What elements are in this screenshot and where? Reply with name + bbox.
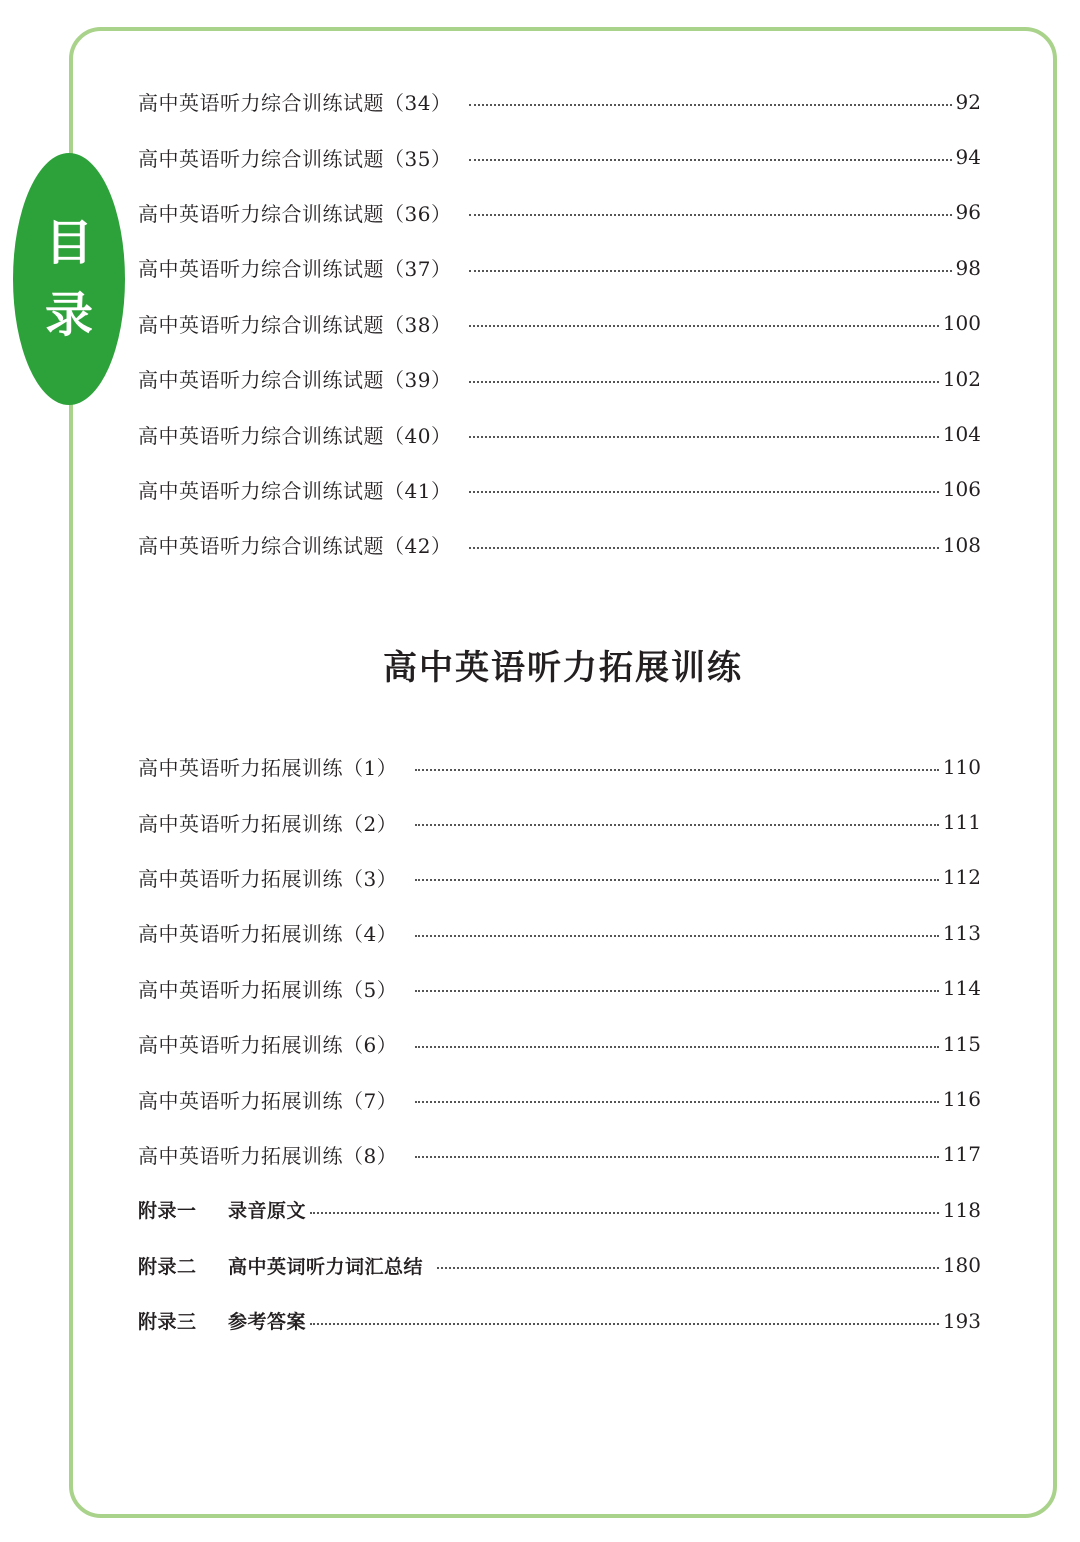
toc-entry-label: 高中英语听力综合训练试题（41） <box>138 478 452 503</box>
dot-leader <box>415 935 939 937</box>
toc-entry-label: 高中英语听力拓展训练（8） <box>138 1143 398 1168</box>
toc-list-comprehensive <box>138 74 981 573</box>
appendix-entry[interactable] <box>138 1293 981 1348</box>
toc-entry[interactable] <box>138 296 981 351</box>
toc-list-extension <box>138 739 981 1348</box>
toc-entry-page: 98 <box>955 255 981 280</box>
contents-side-tab <box>13 153 125 405</box>
toc-entry-label: 高中英语听力综合训练试题（36） <box>138 201 452 226</box>
appendix-number: 附录一 <box>138 1200 197 1223</box>
toc-entry-label: 高中英语听力综合训练试题（38） <box>138 312 452 337</box>
appendix-entry-label <box>138 1196 306 1223</box>
dot-leader <box>437 1267 939 1269</box>
side-tab-char-2: 录 <box>44 287 93 343</box>
toc-entry-label: 高中英语听力综合训练试题（40） <box>138 423 452 448</box>
toc-entry-page: 94 <box>955 145 981 170</box>
appendix-title: 参考答案 <box>228 1311 307 1334</box>
toc-entry-label: 高中英语听力拓展训练（2） <box>138 811 398 836</box>
toc-entry-page: 180 <box>942 1253 981 1278</box>
dot-leader <box>469 381 938 383</box>
appendix-entry[interactable] <box>138 1182 981 1237</box>
toc-entry-page: 193 <box>942 1308 981 1333</box>
dot-leader <box>469 547 938 549</box>
toc-entry-page: 114 <box>942 976 981 1001</box>
toc-entry-page: 118 <box>942 1197 981 1222</box>
toc-entry[interactable] <box>138 961 981 1016</box>
toc-entry-label: 高中英语听力拓展训练（7） <box>138 1088 398 1113</box>
toc-entry[interactable] <box>138 185 981 240</box>
dot-leader <box>469 214 951 216</box>
toc-entry-label: 高中英语听力综合训练试题（42） <box>138 534 452 559</box>
toc-entry-label: 高中英语听力拓展训练（1） <box>138 756 398 781</box>
toc-entry[interactable] <box>138 351 981 406</box>
toc-entry[interactable] <box>138 905 981 960</box>
toc-entry[interactable] <box>138 406 981 461</box>
toc-entry-page: 115 <box>942 1031 981 1056</box>
toc-entry[interactable] <box>138 517 981 572</box>
appendix-entry-label <box>138 1307 306 1334</box>
toc-entry-page: 117 <box>942 1142 981 1167</box>
toc-entry-label: 高中英语听力拓展训练（4） <box>138 922 398 947</box>
dot-leader <box>415 879 939 881</box>
toc-entry[interactable] <box>138 850 981 905</box>
toc-entry-page: 96 <box>955 200 981 225</box>
dot-leader <box>469 104 951 106</box>
dot-leader <box>469 491 938 493</box>
toc-entry-label: 高中英语听力拓展训练（3） <box>138 866 398 891</box>
dot-leader <box>415 990 939 992</box>
dot-leader <box>415 769 939 771</box>
dot-leader <box>415 824 939 826</box>
toc-entry[interactable] <box>138 1127 981 1182</box>
dot-leader <box>310 1212 939 1214</box>
toc-entry-label: 高中英语听力综合训练试题（34） <box>138 91 452 116</box>
toc-entry[interactable] <box>138 74 981 129</box>
toc-entry-label: 高中英语听力综合训练试题（37） <box>138 257 452 282</box>
dot-leader <box>310 1323 939 1325</box>
toc-entry-label: 高中英语听力综合训练试题（35） <box>138 146 452 171</box>
toc-entry[interactable] <box>138 240 981 295</box>
toc-entry-page: 113 <box>942 920 981 945</box>
toc-entry-page: 92 <box>955 89 981 114</box>
toc-entry[interactable] <box>138 1016 981 1071</box>
toc-entry-page: 100 <box>942 311 981 336</box>
toc-entry-page: 102 <box>942 366 981 391</box>
toc-entry-label: 高中英语听力拓展训练（5） <box>138 977 398 1002</box>
toc-entry[interactable] <box>138 1071 981 1126</box>
toc-entry-page: 112 <box>942 865 981 890</box>
dot-leader <box>415 1101 939 1103</box>
toc-entry-label: 高中英语听力拓展训练（6） <box>138 1033 398 1058</box>
dot-leader <box>469 159 951 161</box>
toc-entry[interactable] <box>138 739 981 794</box>
dot-leader <box>469 436 938 438</box>
toc-entry[interactable] <box>138 794 981 849</box>
appendix-entry-label <box>138 1252 423 1279</box>
toc-entry-page: 110 <box>942 754 981 779</box>
toc-entry-page: 106 <box>942 477 981 502</box>
section-title-extension: 高中英语听力拓展训练 <box>383 648 743 688</box>
appendix-number: 附录二 <box>138 1255 197 1278</box>
dot-leader <box>469 270 951 272</box>
toc-entry-page: 108 <box>942 532 981 557</box>
appendix-entry[interactable] <box>138 1238 981 1293</box>
dot-leader <box>415 1046 939 1048</box>
dot-leader <box>415 1156 939 1158</box>
toc-entry-page: 116 <box>942 1087 981 1112</box>
side-tab-char-1: 目 <box>44 215 93 271</box>
dot-leader <box>469 325 938 327</box>
toc-entry-page: 111 <box>942 810 981 835</box>
toc-entry[interactable] <box>138 129 981 184</box>
appendix-title: 高中英词听力词汇总结 <box>228 1255 424 1278</box>
toc-entry[interactable] <box>138 462 981 517</box>
toc-entry-label: 高中英语听力综合训练试题（39） <box>138 368 452 393</box>
toc-entry-page: 104 <box>942 422 981 447</box>
appendix-number: 附录三 <box>138 1311 197 1334</box>
appendix-title: 录音原文 <box>228 1200 307 1223</box>
